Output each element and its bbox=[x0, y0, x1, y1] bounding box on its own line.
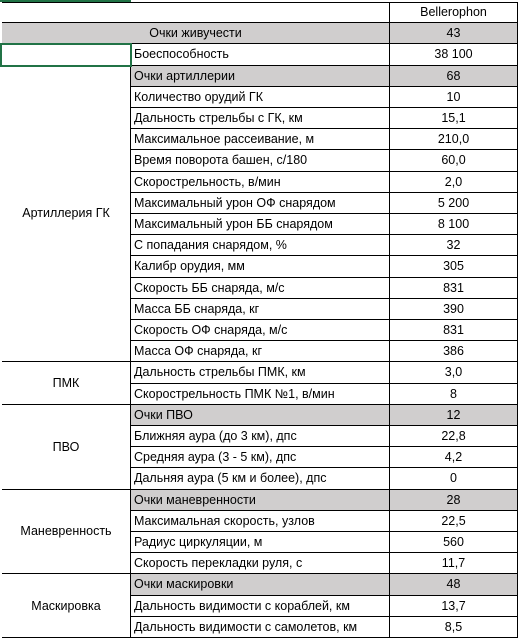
row-value[interactable]: 831 bbox=[390, 320, 518, 341]
row-label[interactable]: Дальность видимости с кораблей, км bbox=[131, 596, 390, 617]
row-value[interactable]: 210,0 bbox=[390, 129, 518, 150]
row-label[interactable]: Скорость ББ снаряда, м/с bbox=[131, 278, 390, 299]
row-value[interactable]: 0 bbox=[390, 468, 518, 489]
row-value[interactable]: 390 bbox=[390, 299, 518, 320]
combat-value[interactable]: 38 100 bbox=[390, 44, 518, 65]
row-value[interactable]: 22,5 bbox=[390, 511, 518, 532]
row-label[interactable]: Калибр орудия, мм bbox=[131, 256, 390, 277]
category-cell[interactable]: Маневренность bbox=[2, 490, 131, 575]
row-label[interactable]: Скорострельность, в/мин bbox=[131, 172, 390, 193]
row-value[interactable]: 22,8 bbox=[390, 426, 518, 447]
survivability-header[interactable]: Очки живучести bbox=[2, 23, 390, 44]
row-label[interactable]: Максимальная скорость, узлов bbox=[131, 511, 390, 532]
row-label[interactable]: Масса ББ снаряда, кг bbox=[131, 299, 390, 320]
row-value[interactable]: 3,0 bbox=[390, 362, 518, 383]
row-value[interactable]: 8,5 bbox=[390, 617, 518, 638]
row-label[interactable]: Ближняя аура (до 3 км), дпс bbox=[131, 426, 390, 447]
section-header-label[interactable]: Очки артиллерии bbox=[131, 66, 390, 87]
row-value[interactable]: 5 200 bbox=[390, 193, 518, 214]
row-value[interactable]: 2,0 bbox=[390, 172, 518, 193]
active-cell-selection bbox=[0, 43, 132, 66]
row-label[interactable]: Дальность видимости с самолетов, км bbox=[131, 617, 390, 638]
combat-label[interactable]: Боеспособность bbox=[131, 44, 390, 65]
row-value[interactable]: 8 100 bbox=[390, 214, 518, 235]
row-value[interactable]: 11,7 bbox=[390, 553, 518, 574]
row-label[interactable]: Время поворота башен, с/180 bbox=[131, 150, 390, 171]
row-label[interactable]: Дальность стрельбы с ГК, км bbox=[131, 108, 390, 129]
row-value[interactable]: 60,0 bbox=[390, 150, 518, 171]
row-label[interactable]: Максимальное рассеивание, м bbox=[131, 129, 390, 150]
row-label[interactable]: С попадания снарядом, % bbox=[131, 235, 390, 256]
corner-cell[interactable] bbox=[2, 2, 390, 23]
row-label[interactable]: Скорострельность ПМК №1, в/мин bbox=[131, 384, 390, 405]
row-value[interactable]: 10 bbox=[390, 87, 518, 108]
ship-name-header[interactable]: Bellerophon bbox=[390, 2, 518, 23]
row-label[interactable]: Максимальный урон ББ снарядом bbox=[131, 214, 390, 235]
row-value[interactable]: 305 bbox=[390, 256, 518, 277]
row-label[interactable]: Дальность стрельбы ПМК, км bbox=[131, 362, 390, 383]
section-header-value[interactable]: 28 bbox=[390, 490, 518, 511]
row-value[interactable]: 560 bbox=[390, 532, 518, 553]
row-value[interactable]: 32 bbox=[390, 235, 518, 256]
section-header-value[interactable]: 48 bbox=[390, 574, 518, 595]
row-value[interactable]: 13,7 bbox=[390, 596, 518, 617]
survivability-value[interactable]: 43 bbox=[390, 23, 518, 44]
category-cell[interactable]: Маскировка bbox=[2, 574, 131, 638]
row-label[interactable]: Дальняя аура (5 км и более), дпс bbox=[131, 468, 390, 489]
row-value[interactable]: 386 bbox=[390, 341, 518, 362]
row-label[interactable]: Масса ОФ снаряда, кг bbox=[131, 341, 390, 362]
row-label[interactable]: Скорость перекладки руля, с bbox=[131, 553, 390, 574]
row-label[interactable]: Радиус циркуляции, м bbox=[131, 532, 390, 553]
section-header-label[interactable]: Очки маскировки bbox=[131, 574, 390, 595]
row-value[interactable]: 4,2 bbox=[390, 447, 518, 468]
row-value[interactable]: 831 bbox=[390, 278, 518, 299]
row-label[interactable]: Скорость ОФ снаряда, м/с bbox=[131, 320, 390, 341]
section-header-value[interactable]: 68 bbox=[390, 66, 518, 87]
category-cell[interactable]: Артиллерия ГК bbox=[2, 66, 131, 363]
section-header-value[interactable]: 12 bbox=[390, 405, 518, 426]
row-label[interactable]: Количество орудий ГК bbox=[131, 87, 390, 108]
category-cell[interactable]: ПМК bbox=[2, 362, 131, 404]
category-cell[interactable]: ПВО bbox=[2, 405, 131, 490]
section-header-label[interactable]: Очки ПВО bbox=[131, 405, 390, 426]
row-label[interactable]: Максимальный урон ОФ снарядом bbox=[131, 193, 390, 214]
row-value[interactable]: 8 bbox=[390, 384, 518, 405]
section-header-label[interactable]: Очки маневренности bbox=[131, 490, 390, 511]
row-value[interactable]: 15,1 bbox=[390, 108, 518, 129]
row-label[interactable]: Средняя аура (3 - 5 км), дпс bbox=[131, 447, 390, 468]
